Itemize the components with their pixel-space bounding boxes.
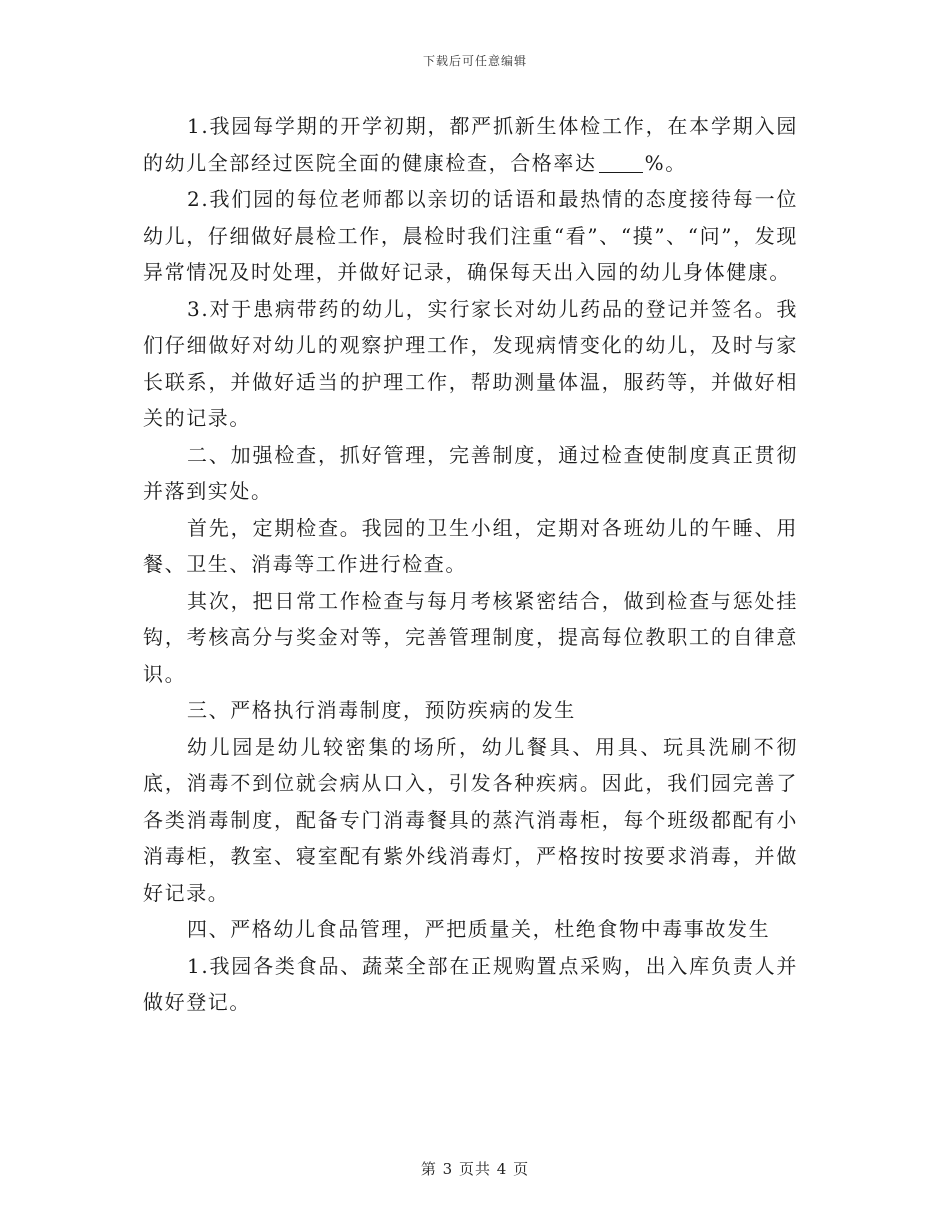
paragraph-3: 3.对于患病带药的幼儿，实行家长对幼儿药品的登记并签名。我们仔细做好对幼儿的观察护理工作，发现病情变化的幼儿，及时与家长联系，并做好适当的护理工作，帮助测量体温，服药等，并做好相关的记录。 — [143, 296, 798, 430]
section-heading-4: 四、严格幼儿食品管理，严把质量关，杜绝食物中毒事故发生 — [187, 917, 771, 941]
paragraph-disinfection: 幼儿园是幼儿较密集的场所，幼儿餐具、用具、玩具洗刷不彻底，消毒不到位就会病从口入，引发各种疾病。因此，我们园完善了各类消毒制度，配备专门消毒餐具的蒸汽消毒柜，每个班级都配有小消毒柜，教室、寝室配有紫外线消毒灯，严格按时按要求消毒，并做好记录。 — [143, 734, 798, 905]
paragraph-2: 2.我们园的每位老师都以亲切的话语和最热情的态度接待每一位幼儿，仔细做好晨检工作，晨检时我们注重“看”、“摸”、“问”，发现异常情况及时处理，并做好记录，确保每天出入园的幼儿身体健康。 — [143, 187, 798, 284]
page-header-note: 下载后可任意编辑 — [422, 54, 527, 68]
paragraph-1-text: 1.我园每学期的开学初期，都严抓新生体检工作，在本学期入园的幼儿全部经过医院全面的健康检查，合格率达 — [143, 114, 798, 175]
page-number-footer: 第 3 页共 4 页 — [420, 1160, 530, 1178]
document-body — [143, 108, 798, 1021]
section-heading-3: 三、严格执行消毒制度，预防疾病的发生 — [187, 698, 576, 722]
section-heading-2: 二、加强检查，抓好管理，完善制度，通过检查使制度真正贯彻并落到实处。 — [143, 442, 798, 503]
paragraph-first-inspection: 首先，定期检查。我园的卫生小组，定期对各班幼儿的午睡、用餐、卫生、消毒等工作进行检查。 — [143, 515, 798, 576]
paragraph-food-procurement: 1.我园各类食品、蔬菜全部在正规购置点采购，出入库负责人并做好登记。 — [143, 953, 798, 1014]
paragraph-1-suffix: %。 — [644, 150, 687, 175]
paragraph-second-assessment: 其次，把日常工作检查与每月考核紧密结合，做到检查与惩处挂钩，考核高分与奖金对等，完善管理制度，提高每位教职工的自律意识。 — [143, 588, 798, 686]
fill-in-blank — [599, 152, 643, 173]
paragraph-1 — [143, 108, 798, 181]
